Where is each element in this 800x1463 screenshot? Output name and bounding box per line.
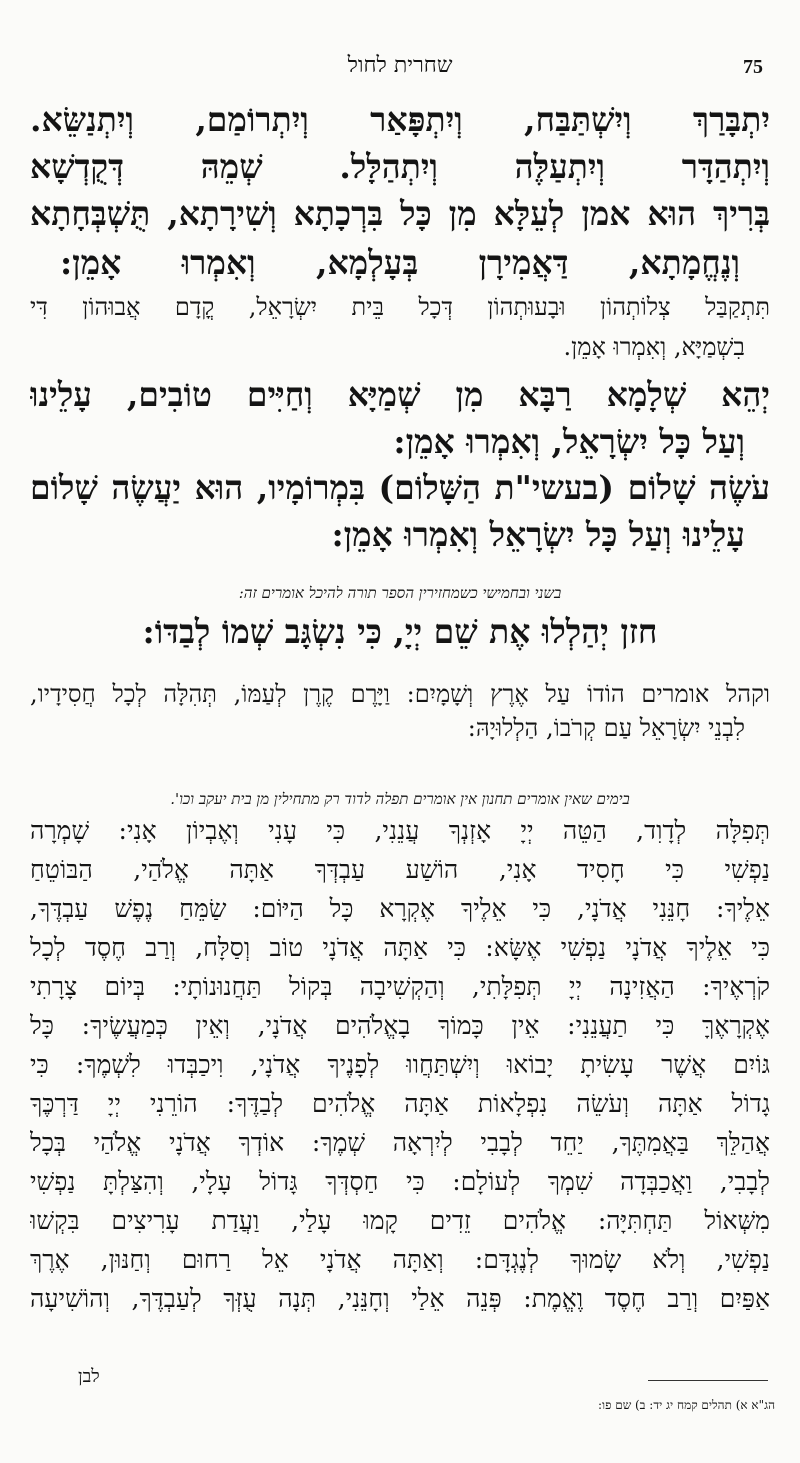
psalm-line: כִּי אֵלֶיךָ אֲדֹנָי נַפְשִׁי אֶשָּׂא: כִּי אַתָּה אֲדֹנָי טוֹב וְסַלָּח, וְרַב חֶסֶד לְכָל: [30, 933, 770, 962]
kahal-response-line: לִבְנֵי יִשְׂרָאֵל עַם קְרֹבוֹ, הַלְלוּיָהּ:: [467, 714, 745, 742]
psalm-line: אֵלֶיךָ: חָנֵּנִי אֲדֹנָי, כִּי אֵלֶיךָ אֶקְרָא כָּל הַיּוֹם: שַׂמֵּחַ נֶפֶשׁ עַבְדֶּךָ,: [30, 894, 770, 923]
kaddish-line: וְיִתְהַדָּר וְיִתְעַלֶּה וְיִתְהַלָּל. שְׁמֵהּ דְּקֻדְשָׁא: [30, 147, 770, 186]
psalm-line: גָדוֹל אַתָּה וְעֹשֵׂה נִפְלָאוֹת אַתָּה אֱלֹהִים לְבַדֶּךָ: הוֹרֵנִי יְיָ דַּרְכֶּךָ: [30, 1089, 770, 1118]
chazan-yehalelu-line: חזן יְהַלְלוּ אֶת שֵׁם יְיָ, כִּי נִשְׂגָּב שְׁמוֹ לְבַדּוֹ:: [142, 612, 658, 651]
psalm-line: נַפְשִׁי כִּי חָסִיד אָנִי, הוֹשַׁע עַבְדְּךָ אַתָּה אֱלֹהַי, הַבּוֹטֵחַ: [30, 855, 770, 884]
kaddish-titkabal-line: בִשְׁמַיָּא, וְאִמְרוּ אָמֵן.: [563, 333, 745, 361]
psalm-line: גּוֹיִם אֲשֶׁר עָשִׂיתָ יָבוֹאוּ וְיִשְׁתַּחֲווּ לְפָנֶיךָ אֲדֹנָי, וִיכַבְּדוּ לִשְׁמֶךָ: כִּי: [30, 1050, 770, 1079]
kaddish-yehe-shlama-line: וְעַל כָּל יִשְׂרָאֵל, וְאִמְרוּ אָמֵן:: [393, 422, 745, 461]
kaddish-line: בְּרִיךְ הוּא אמן לְעֵלָּא מִן כָּל בִּרְכָתָא וְשִׁירָתָא, תֻּשְׁבְּחָתָא: [30, 194, 770, 233]
psalm-line: תְּפִלָּה לְדָוִד, הַטֵּה יְיָ אָזְנְךָ עֲנֵנִי, כִּי עָנִי וְאֶבְיוֹן אָנִי: שָׁמְרָה: [30, 816, 770, 845]
psalm-line: נַפְשִׁי, וְלֹא שָׂמוּךָ לְנֶגְדָּם: וְאַתָּה אֲדֹנָי אֵל רַחוּם וְחַנּוּן, אֶרֶךְ: [30, 1245, 770, 1274]
kaddish-oseh-shalom-line: עֹשֶׂה שָׁלוֹם (בעשי"ת הַשָּׁלוֹם) בִּמְרוֹמָיו, הוּא יַעֲשֶׂה שָׁלוֹם: [30, 468, 770, 507]
psalm-line: לְבָבִי, וַאֲכַבְּדָה שִׁמְךָ לְעוֹלָם: כִּי חַסְדְּךָ גָּדוֹל עָלָי, וְהִצַּלְתָּ נַפְשִׁי: [30, 1167, 770, 1196]
kaddish-titkabal-line: תִּתְקַבַּל צְלוֹתְהוֹן וּבָעוּתְהוֹן דְּכָל בֵּית יִשְׂרָאֵל, קֳדָם אֲבוּהוֹן דִּי: [30, 293, 770, 321]
kaddish-oseh-shalom-line: עָלֵינוּ וְעַל כָּל יִשְׂרָאֵל וְאִמְרוּ אָמֵן:: [331, 515, 745, 554]
kaddish-line: וְנֶחֱמָתָא, דַּאֲמִירָן בְּעָלְמָא, וְאִמְרוּ אָמֵן:: [60, 243, 740, 282]
psalm-line: אֲהַלֵּךְ בַּאֲמִתֶּךָ, יַחֵד לְבָבִי לְיִרְאָה שְׁמֶךָ: אוֹדְךָ אֲדֹנָי אֱלֹהַי בְּכָל: [30, 1128, 770, 1157]
page-number: 75: [743, 56, 763, 78]
psalm-line: מִשְּׁאוֹל תַּחְתִּיָּה: אֱלֹהִים זֵדִים קָמוּ עָלַי, וַעֲדַת עָרִיצִים בִּקְשׁוּ: [30, 1206, 770, 1235]
kaddish-yehe-shlama-line: יְהֵא שְׁלָמָא רַבָּא מִן שְׁמַיָּא וְחַיִּים טוֹבִים, עָלֵינוּ: [30, 375, 770, 414]
kaddish-line: יִתְבָּרַךְ וְיִשְׁתַּבַּח, וְיִתְפָּאַר וְיִתְרוֹמַם, וְיִתְנַשֵּׂא.: [30, 100, 770, 139]
psalm-line: אַפַּיִם וְרַב חֶסֶד וֶאֱמֶת: פְּנֵה אֵלַי וְחָנֵּנִי, תְּנָה עֻזְּךָ לְעַבְדֶּךָ, וְהוֹשִׁיעָה: [30, 1284, 770, 1313]
tachanun-instruction: בימים שאין אומרים תחנון אין אומרים תפלה לדוד רק מתחילין מן בית יעקב וכו'.: [170, 790, 630, 808]
footnote-separator: [648, 1380, 768, 1381]
torah-return-instruction: בשני ובחמישי כשמחזירין הספר תורה להיכל אומרים זה:: [238, 584, 562, 602]
kahal-response-line: וקהל אומרים הוֹדוֹ עַל אֶרֶץ וְשָׁמָיִם: וַיָּרֶם קֶרֶן לְעַמּוֹ, תְּהִלָּה לְכָל חֲסִידָיו,: [30, 680, 770, 708]
catchword: לבן: [78, 1366, 100, 1387]
running-title: שחרית לחול: [347, 53, 453, 78]
psalm-line: אֶקְרָאֶךָּ כִּי תַעֲנֵנִי: אֵין כָּמוֹךָ בָאֱלֹהִים אֲדֹנָי, וְאֵין כְּמַעֲשֶׂיךָ: כָּל: [30, 1011, 770, 1040]
psalm-line: קֹרְאֶיךָ: הַאֲזִינָה יְיָ תְּפִלָּתִי, וְהַקְשִׁיבָה בְּקוֹל תַּחֲנוּנוֹתָי: בְּיוֹם צָרָתִי: [30, 972, 770, 1001]
footnote: הג"א א) תהלים קמח יג יד: ב) שם פו:: [597, 1398, 775, 1412]
